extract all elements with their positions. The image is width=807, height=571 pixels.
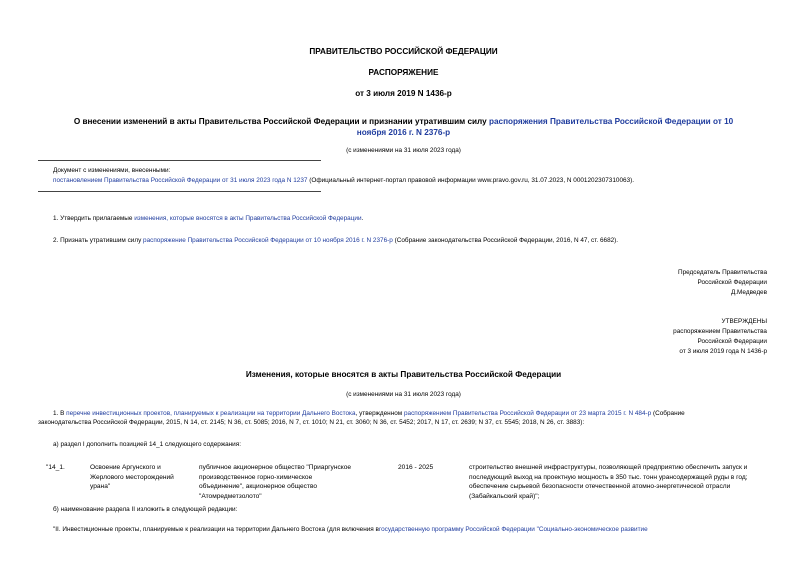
subparagraph-a: а) раздел I дополнить позицией 14_1 следующего содержания: [53, 441, 241, 448]
changes-revision-note: (с изменениями на 31 июля 2023 года) [346, 391, 461, 398]
item-2-text: 2. Признать утратившим силу [53, 237, 144, 244]
title-text: О внесении изменений в акты Правительства Российской Федерации и признании утратившим силу [73, 117, 489, 126]
title-revision-note: (с изменениями на 31 июля 2023 года) [346, 147, 461, 154]
table-cell-number: "14_1. [46, 464, 65, 471]
section-ii-text: "II. Инвестиционные проекты, планируемые к реализации на территории Дальнего Востока (для включения в [53, 526, 379, 533]
document-title [40, 116, 767, 138]
changes-title: Изменения, которые вносятся в акты Правительства Российской Федерации [245, 370, 562, 379]
p1-post: (Собрание [651, 410, 685, 417]
item-2-end: (Собрание законодательства Российской Федерации, 2016, N 47, ст. 6682). [392, 237, 619, 244]
item-1-link[interactable]: изменения, которые вносятся в акты Правительства Российской Федерации [134, 215, 362, 222]
table-cell-description: строительство внешней инфраструктуры, позволяющей предприятию обеспечить запуск и последующий выход на проектную мощность в 350 тыс. тонн урансодержащей руды в год; обеспечение сырьевой безопасности отечественной атомно-энергетической отрасли (Забайкальский край)"; [469, 464, 748, 500]
approved-date: от 3 июля 2019 года N 1436-р [679, 348, 767, 355]
p1-pre: 1. В [53, 410, 67, 417]
section-ii-link[interactable]: государственную программу Российской Федерации "Социально-экономическое развитие [378, 526, 648, 533]
table-cell-company: публичное акционерное общество "Приаргунское производственное горно-химическое объединение", акционерное общество "Атомредметзолото" [199, 464, 352, 500]
paragraph-1-line-1 [53, 409, 773, 418]
item-1 [53, 214, 363, 223]
title-link[interactable]: распоряжения Правительства Российской Федерации от 10 [488, 117, 734, 126]
table-cell-years: 2016 - 2025 [398, 464, 434, 471]
approved-country: Российской Федерации [697, 338, 767, 345]
signature-name: Д.Медведев [730, 289, 767, 296]
item-2 [53, 236, 618, 245]
changes-label: Документ с изменениями, внесенными: [53, 167, 171, 174]
subparagraph-b: б) наименование раздела II изложить в следующей редакции: [53, 506, 238, 513]
government-name: ПРАВИТЕЛЬСТВО РОССИЙСКОЙ ФЕДЕРАЦИИ [309, 47, 498, 56]
document-date-number: от 3 июля 2019 N 1436-р [355, 89, 452, 98]
item-1-text: 1. Утвердить прилагаемые [53, 215, 135, 222]
changes-rest: (Официальный интернет-портал правовой информации www.pravo.gov.ru, 31.07.2023, N 0001202307310063). [307, 177, 635, 184]
p1-mid: , утвержденном [355, 410, 404, 417]
table-cell-project: Освоение Аргунского и Жерлового месторождений урана" [90, 464, 174, 491]
p1-link-order[interactable]: распоряжением Правительства Российской Федерации от 23 марта 2015 г. N 484-р [403, 410, 652, 417]
approved-block [467, 317, 767, 356]
approved-by: распоряжением Правительства [673, 328, 767, 335]
divider-bottom [38, 191, 321, 192]
approved-heading: УТВЕРЖДЕНЫ [721, 318, 767, 325]
item-1-end: . [361, 215, 364, 222]
signature-position: Председатель Правительства [678, 269, 767, 276]
title-link-cont[interactable]: ноября 2016 г. N 2376-р [356, 128, 451, 137]
paragraph-1-line-2: законодательства Российской Федерации, 2015, N 14, ст. 2145; N 36, ст. 5085; 2016, N 7, ст. 1010; N 21, ст. 3060; N 36, ст. 5452; 2017, N 17, ст. 2639; N 37, ст. 5545; 2018, N 26, ст. 3883): [38, 419, 585, 426]
changes-link[interactable]: постановлением Правительства Российской Федерации от 31 июля 2023 года N 1237 [53, 177, 308, 184]
signature-country: Российской Федерации [697, 279, 767, 286]
document-type: РАСПОРЯЖЕНИЕ [368, 68, 439, 77]
p1-link-list[interactable]: перечне инвестиционных проектов, планируемых к реализации на территории Дальнего Востока [66, 410, 356, 417]
divider-top [38, 160, 321, 161]
signature-block [467, 268, 767, 297]
section-ii-heading [53, 525, 769, 534]
changes-source [53, 176, 634, 185]
item-2-link[interactable]: распоряжение Правительства Российской Федерации от 10 ноября 2016 г. N 2376-р [143, 237, 393, 244]
